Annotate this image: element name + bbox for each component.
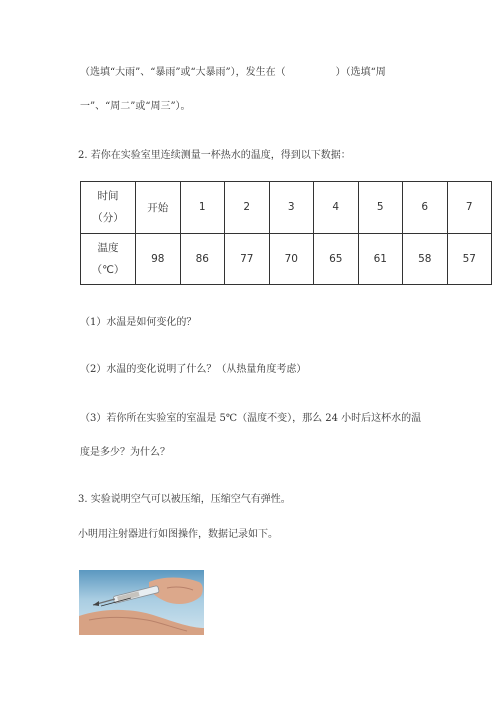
table-row-temperature bbox=[81, 233, 492, 285]
question-1-continuation: （选填“大雨”、“暴雨”或“大暴雨”），发生在（ ）（选填“周 bbox=[80, 67, 386, 78]
temperature-header-label: 温度 bbox=[97, 241, 119, 254]
time-header-unit: （分） bbox=[92, 212, 124, 225]
sub-question-2: （2）水温的变化说明了什么？（从热量角度考虑） bbox=[80, 364, 307, 375]
question-1-continuation-2: 一”、“周二”或“周三”）。 bbox=[80, 101, 191, 112]
table-row-time bbox=[81, 182, 492, 234]
sub-question-3-line-1: （3）若你所在实验室的室温是 5℃（温度不变），那么 24 小时后这杯水的温 bbox=[80, 413, 422, 424]
question-2-title: 2. 若你在实验室里连续测量一杯热水的温度，得到以下数据： bbox=[78, 150, 351, 161]
time-cell: 7 bbox=[447, 182, 492, 234]
temperature-header-cell bbox=[81, 233, 136, 285]
temperature-cell: 70 bbox=[269, 233, 314, 285]
temperature-cell: 98 bbox=[136, 233, 181, 285]
temperature-cell: 86 bbox=[180, 233, 225, 285]
temperature-header-unit: （℃） bbox=[91, 263, 125, 276]
question-3-description: 小明用注射器进行如图操作，数据记录如下。 bbox=[78, 529, 278, 540]
time-cell: 2 bbox=[225, 182, 270, 234]
temperature-cell: 77 bbox=[225, 233, 270, 285]
temperature-cell: 57 bbox=[447, 233, 492, 285]
time-header-label: 时间 bbox=[97, 190, 119, 203]
question-3-title: 3. 实验说明空气可以被压缩，压缩空气有弹性。 bbox=[78, 494, 291, 505]
time-cell: 3 bbox=[269, 182, 314, 234]
time-cell: 1 bbox=[180, 182, 225, 234]
time-cell: 5 bbox=[358, 182, 403, 234]
syringe-photo bbox=[79, 570, 204, 635]
temperature-data-table bbox=[80, 181, 492, 285]
time-header-cell bbox=[81, 182, 136, 234]
time-cell: 6 bbox=[403, 182, 448, 234]
temperature-cell: 58 bbox=[403, 233, 448, 285]
time-cell: 4 bbox=[314, 182, 359, 234]
temperature-cell: 61 bbox=[358, 233, 403, 285]
time-cell: 开始 bbox=[136, 182, 181, 234]
syringe-in-hand-illustration bbox=[79, 570, 204, 635]
sub-question-1: （1）水温是如何变化的？ bbox=[80, 317, 197, 328]
temperature-cell: 65 bbox=[314, 233, 359, 285]
sub-question-3-line-2: 度是多少？为什么？ bbox=[80, 447, 170, 458]
